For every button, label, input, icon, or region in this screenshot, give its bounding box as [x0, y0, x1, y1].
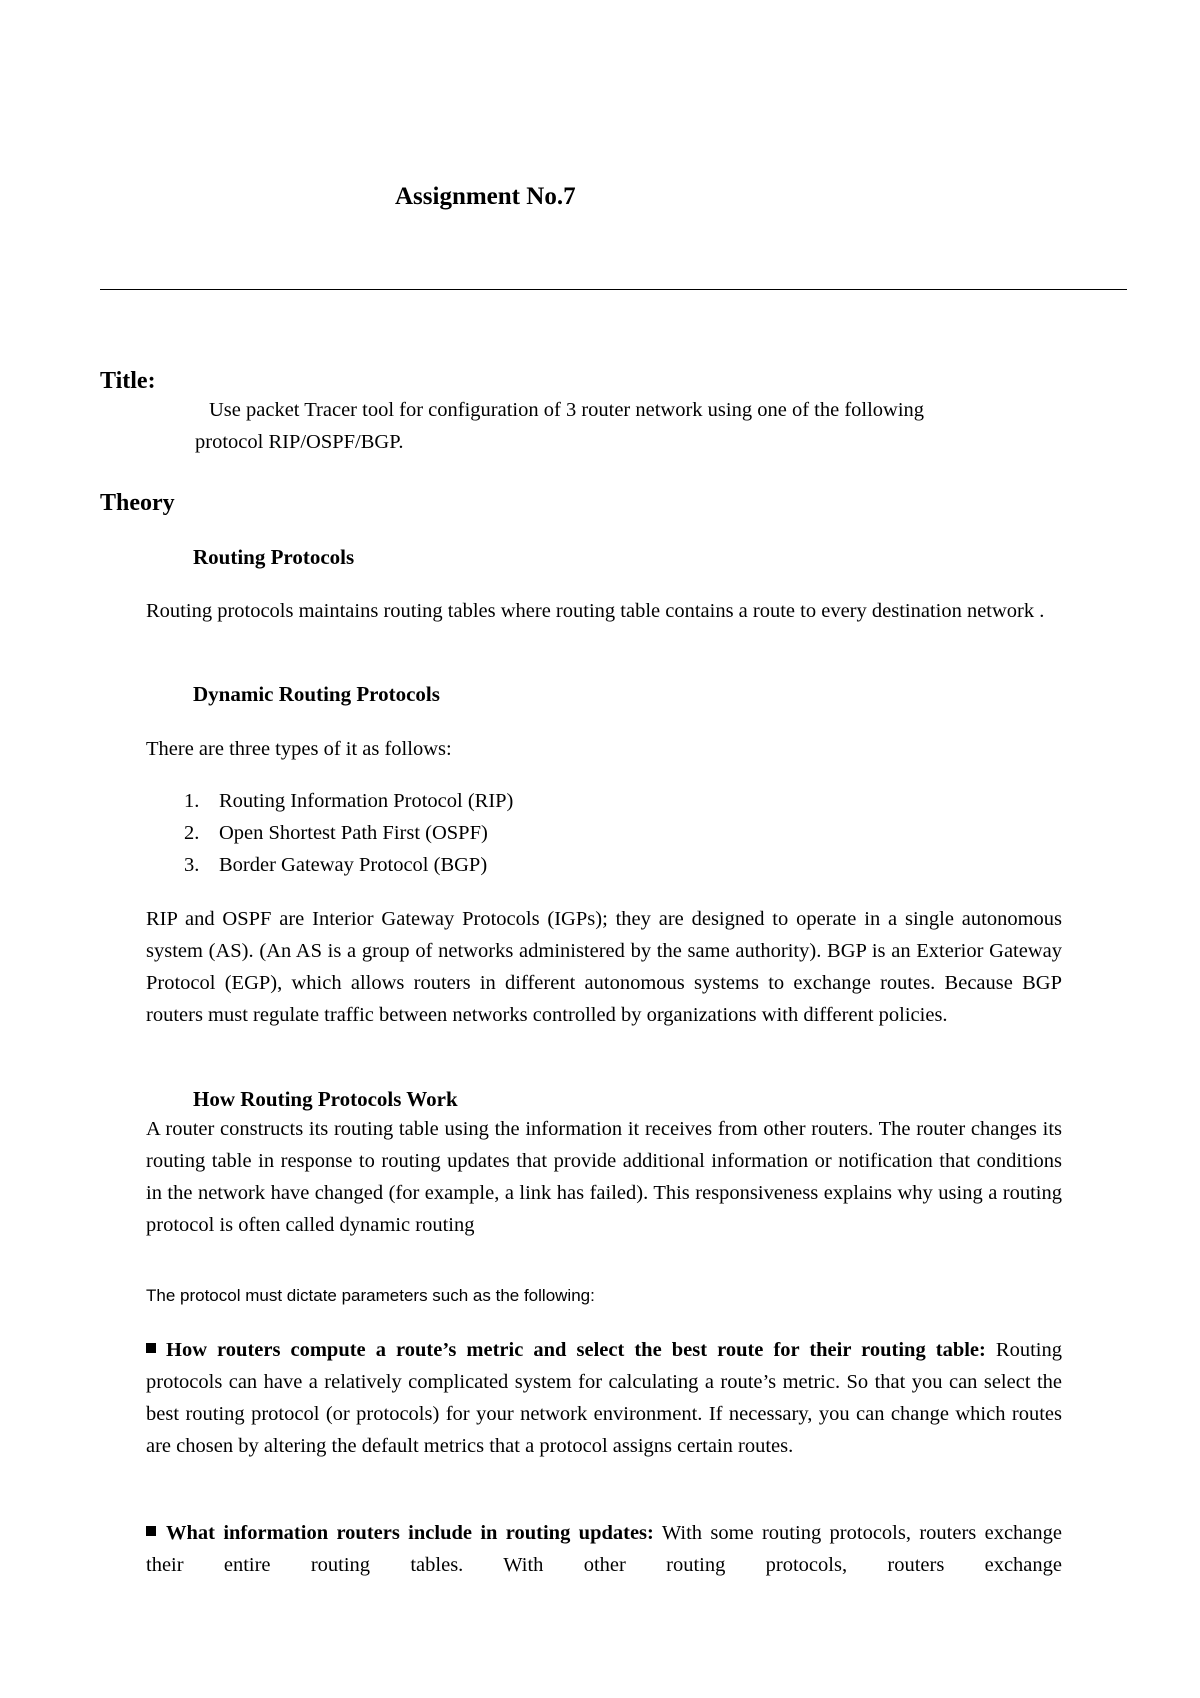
title-label-colon: : — [147, 368, 156, 394]
list-item — [146, 785, 513, 817]
list-item-label: Open Shortest Path First (OSPF) — [219, 822, 488, 844]
title-label — [100, 368, 156, 395]
horizontal-rule — [100, 289, 1127, 290]
title-label-text: Title — [100, 368, 148, 394]
list-item-label: Border Gateway Protocol (BGP) — [219, 854, 488, 876]
how-routing-heading: How Routing Protocols Work — [193, 1087, 458, 1111]
list-item — [146, 817, 513, 849]
square-bullet-icon — [146, 1343, 156, 1353]
list-item — [146, 849, 513, 881]
updates-bullet — [146, 1517, 1062, 1581]
igp-paragraph: RIP and OSPF are Interior Gateway Protocols (IGPs); they are designed to operate in a single autonomous system (AS). (An AS is a group of networks administered by the same authority). BGP is an Exterior Gateway Protocol (EGP), which allows routers in different autonomous systems to exchange routes. Because BGP routers must regulate traffic between networks controlled by organizations with different policies. — [146, 908, 1062, 1026]
square-bullet-icon — [146, 1526, 156, 1536]
updates-bullet-heading: What information routers include in routing updates: — [166, 1522, 654, 1544]
metric-bullet-text: Routing protocols can have a relatively complicated system for calculating a route’s metric. So that you can select the best routing protocol (or protocols) for your network environment. If necessary, you can change which routes are chosen by altering the default metrics that a protocol assigns certain routes. — [146, 1339, 1062, 1457]
protocol-list — [146, 785, 513, 881]
assignment-title: Assignment No.7 — [395, 183, 576, 210]
list-item-number: 3. — [184, 854, 200, 876]
list-item-label: Routing Information Protocol (RIP) — [219, 790, 514, 812]
title-description — [195, 394, 1065, 458]
parameters-note: The protocol must dictate parameters such as the following: — [146, 1286, 595, 1305]
dynamic-routing-heading: Dynamic Routing Protocols — [193, 682, 440, 706]
routing-protocols-heading: Routing Protocols — [193, 545, 355, 569]
metric-bullet — [146, 1334, 1062, 1462]
updates-bullet-text: With some routing protocols, routers exchange their entire routing tables. With other routing protocols, routers exchange — [146, 1522, 1062, 1576]
how-routing-paragraph: A router constructs its routing table using the information it receives from other routers. The router changes its routing table in response to routing updates that provide additional information or notification that conditions in the network have changed (for example, a link has failed). This responsiveness explains why using a routing protocol is often called dynamic routing — [146, 1118, 1062, 1236]
title-description-line-1: Use packet Tracer tool for configuration of 3 router network using one of the following — [209, 399, 925, 421]
title-description-line-2: protocol RIP/OSPF/BGP. — [195, 431, 404, 453]
metric-bullet-heading: How routers compute a route’s metric and select the best route for their routing table: — [166, 1339, 986, 1361]
types-intro: There are three types of it as follows: — [146, 738, 452, 760]
routing-protocols-paragraph: Routing protocols maintains routing tables where routing table contains a route to every destination network . — [146, 600, 1045, 622]
theory-heading: Theory — [100, 490, 175, 516]
list-item-number: 2. — [184, 822, 200, 844]
list-item-number: 1. — [184, 790, 200, 812]
